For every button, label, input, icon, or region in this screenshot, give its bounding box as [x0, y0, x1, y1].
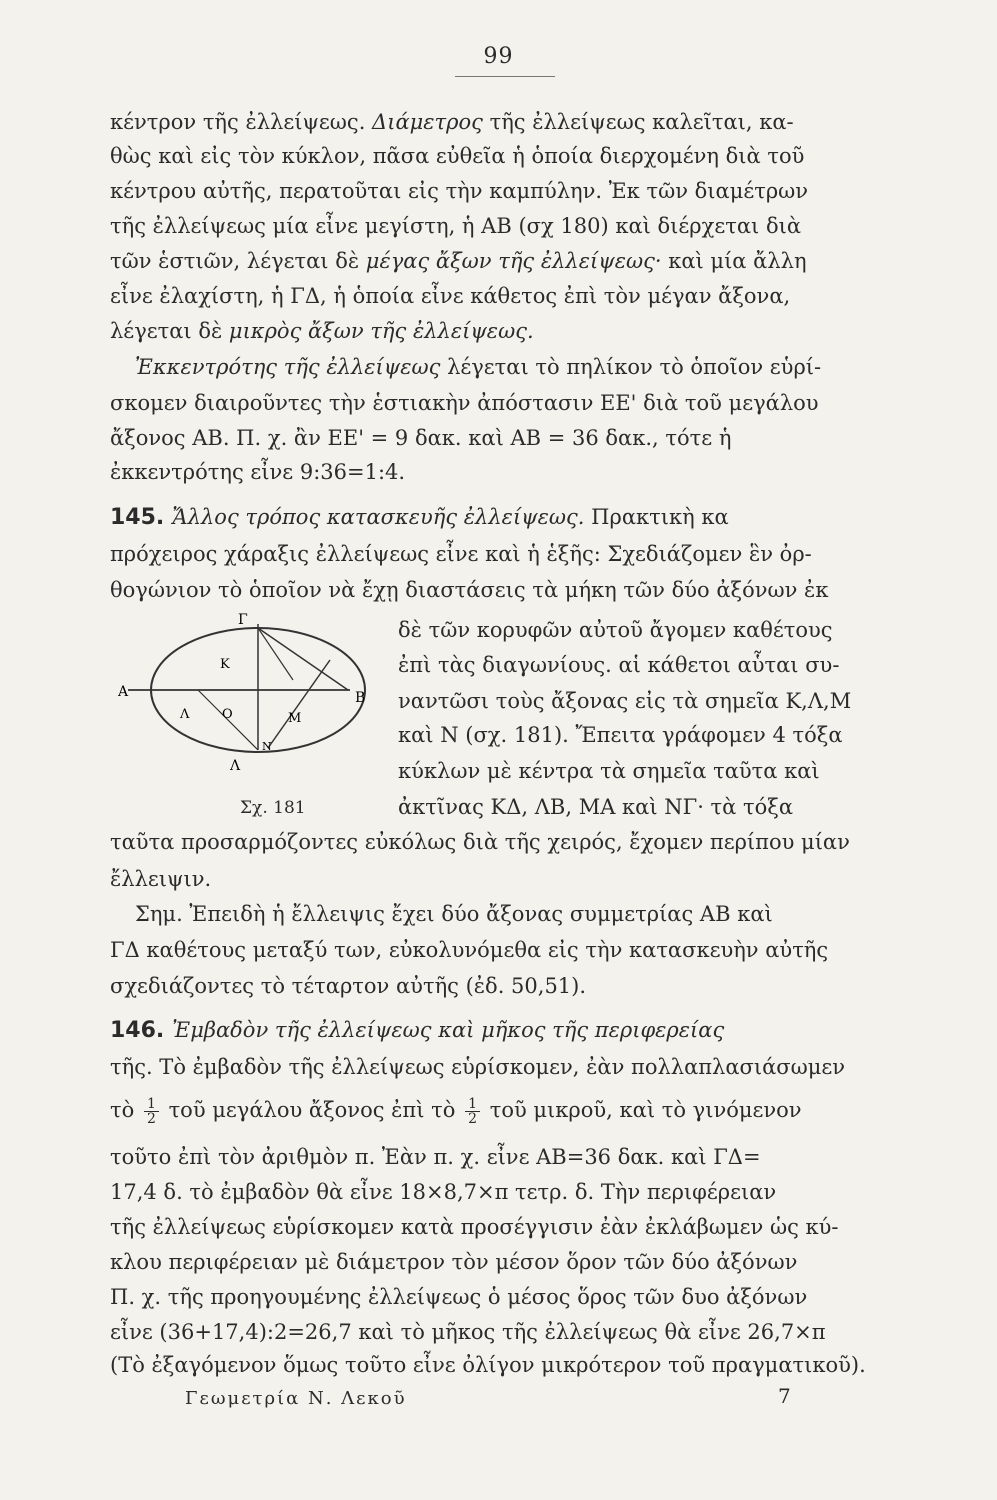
text-line: Σημ. Ἐπειδὴ ἡ ἔλλειψις ἔχει δύο ἄξονας συμμετρίας ΑΒ καὶ	[135, 902, 773, 926]
text-line: κέντρου αὐτῆς, περατοῦται εἰς τὴν καμπύλην. Ἐκ τῶν διαμέτρων	[110, 179, 809, 203]
text-line: τῆς ἐλλείψεως εὑρίσκομεν κατὰ προσέγγισιν ἐὰν ἐκλάβωμεν ὡς κύ-	[110, 1215, 839, 1239]
text-line: κύκλων μὲ κέντρα τὰ σημεῖα ταῦτα καὶ	[398, 759, 820, 783]
text-line: ἀκτῖνας ΚΔ, ΛΒ, ΜΑ καὶ ΝΓ· τὰ τόξα	[398, 795, 794, 819]
text-line: θογώνιον τὸ ὁποῖον νὰ ἔχῃ διαστάσεις τὰ μήκη τῶν δύο ἀξόνων ἐκ	[110, 578, 829, 602]
figure-label-k: Κ	[220, 657, 230, 672]
page-number: 99	[483, 44, 514, 69]
text-line: Π. χ. τῆς προηγουμένης ἐλλείψεως ὁ μέσος ὅρος τῶν δυο ἀξόνων	[110, 1285, 808, 1309]
text-line: θὼς καὶ εἰς τὸν κύκλον, πᾶσα εὐθεῖα ἡ ὁποία διερχομένη διὰ τοῦ	[110, 144, 805, 168]
text-line: τοῦτο ἐπὶ τὸν ἀριθμὸν π. Ἐὰν π. χ. εἶνε ΑΒ=36 δακ. καὶ ΓΔ=	[110, 1145, 761, 1169]
ellipse-figure	[118, 610, 388, 830]
figure-label-bottom: Λ	[230, 758, 241, 774]
figure-label-o: Ο	[222, 707, 233, 722]
text-line: ἐκκεντρότης εἶνε 9:36=1:4.	[110, 460, 406, 484]
text-line: ΓΔ καθέτους μεταξύ των, εὐκολυνόμεθα εἰς τὴν κατασκευὴν αὐτῆς	[110, 938, 829, 962]
text-line: ἄξονος ΑΒ. Π. χ. ἂν ΕΕ' = 9 δακ. καὶ ΑΒ = 36 δακ., τότε ἡ	[110, 426, 732, 450]
fraction-one-half: $\frac{1}{2}$	[144, 1097, 159, 1126]
figure-label-l: Λ	[180, 707, 190, 722]
footer-signature: Γεωμετρία Ν. Λεκοῦ	[185, 1388, 407, 1409]
fraction-line: τὸ $\frac{1}{2}$ τοῦ μεγάλου ἄξονος ἐπὶ τὸ $\frac{1}{2}$ τοῦ μικροῦ, καὶ τὸ γινόμενον	[110, 1096, 802, 1127]
text-line: σκομεν διαιροῦντες τὴν ἑστιακὴν ἀπόστασιν ΕΕ' διὰ τοῦ μεγάλου	[110, 391, 819, 415]
text-line: λέγεται δὲ μικρὸς ἄξων τῆς ἐλλείψεως.	[110, 319, 534, 343]
footer-sheet-number: 7	[778, 1384, 791, 1408]
header-rule	[455, 76, 555, 77]
text-line: εἶνε ἐλαχίστη, ἡ ΓΔ, ἡ ὁποία εἶνε κάθετος ἐπὶ τὸν μέγαν ἄξονα,	[110, 284, 791, 308]
text-line: κέντρον τῆς ἐλλείψεως. Διάμετρος τῆς ἐλλείψεως καλεῖται, κα-	[110, 110, 794, 134]
text-line: ἐπὶ τὰς διαγωνίους. αἱ κάθετοι αὗται συ-	[398, 653, 840, 677]
text-line: καὶ Ν (σχ. 181). Ἔπειτα γράφομεν 4 τόξα	[398, 723, 843, 747]
section-heading-146: 146. Ἐμβαδὸν τῆς ἐλλείψεως καὶ μῆκος τῆς περιφερείας	[110, 1018, 725, 1043]
text-line: εἶνε (36+17,4):2=26,7 καὶ τὸ μῆκος τῆς ἐλλείψεως θὰ εἶνε 26,7×π	[110, 1320, 826, 1344]
figure-caption: Σχ. 181	[240, 798, 306, 818]
text-line: 17,4 δ. τὸ ἐμβαδὸν θὰ εἶνε 18×8,7×π τετρ. δ. Τὴν περιφέρειαν	[110, 1180, 777, 1204]
figure-label-n: Ν	[262, 740, 272, 753]
text-line: πρόχειρος χάραξις ἐλλείψεως εἶνε καὶ ἡ ἑξῆς: Σχεδιάζομεν ἓν ὀρ-	[110, 542, 812, 566]
section-heading-145: 145. Ἄλλος τρόπος κατασκευῆς ἐλλείψεως. Πρακτικὴ κα	[110, 505, 729, 530]
text-line: κλου περιφέρειαν μὲ διάμετρον τὸν μέσον ὅρον τῶν δύο ἀξόνων	[110, 1250, 798, 1274]
figure-label-top: Γ	[238, 612, 248, 628]
text-line: τῆς. Τὸ ἐμβαδὸν τῆς ἐλλείψεως εὑρίσκομεν, ἐὰν πολλαπλασιάσωμεν	[110, 1055, 846, 1079]
text-line: τῶν ἑστιῶν, λέγεται δὲ μέγας ἄξων τῆς ἐλλείψεως· καὶ μία ἄλλη	[110, 249, 807, 273]
text-line: ναντῶσι τοὺς ἄξονας εἰς τὰ σημεῖα Κ,Λ,Μ	[398, 689, 852, 713]
text-line: σχεδιάζοντες τὸ τέταρτον αὐτῆς (ἐδ. 50,51).	[110, 974, 587, 998]
figure-label-m: Μ	[288, 711, 302, 726]
text-line: δὲ τῶν κορυφῶν αὐτοῦ ἄγομεν καθέτους	[398, 618, 833, 642]
figure-label-left: Α	[118, 684, 129, 700]
text-line: ταῦτα προσαρμόζοντες εὐκόλως διὰ τῆς χειρός, ἔχομεν περίπου μίαν	[110, 830, 850, 854]
figure-label-right: Β	[355, 690, 366, 706]
text-line: ἔλλειψιν.	[110, 867, 212, 891]
text-line: Ἐκκεντρότης τῆς ἐλλείψεως λέγεται τὸ πηλίκον τὸ ὁποῖον εὑρί-	[135, 355, 822, 379]
fraction-one-half: $\frac{1}{2}$	[465, 1097, 480, 1126]
text-line: (Τὸ ἐξαγόμενον ὅμως τοῦτο εἶνε ὀλίγον μικρότερον τοῦ πραγματικοῦ).	[110, 1353, 866, 1377]
text-line: τῆς ἐλλείψεως μία εἶνε μεγίστη, ἡ ΑΒ (σχ 180) καὶ διέρχεται διὰ	[110, 214, 802, 238]
